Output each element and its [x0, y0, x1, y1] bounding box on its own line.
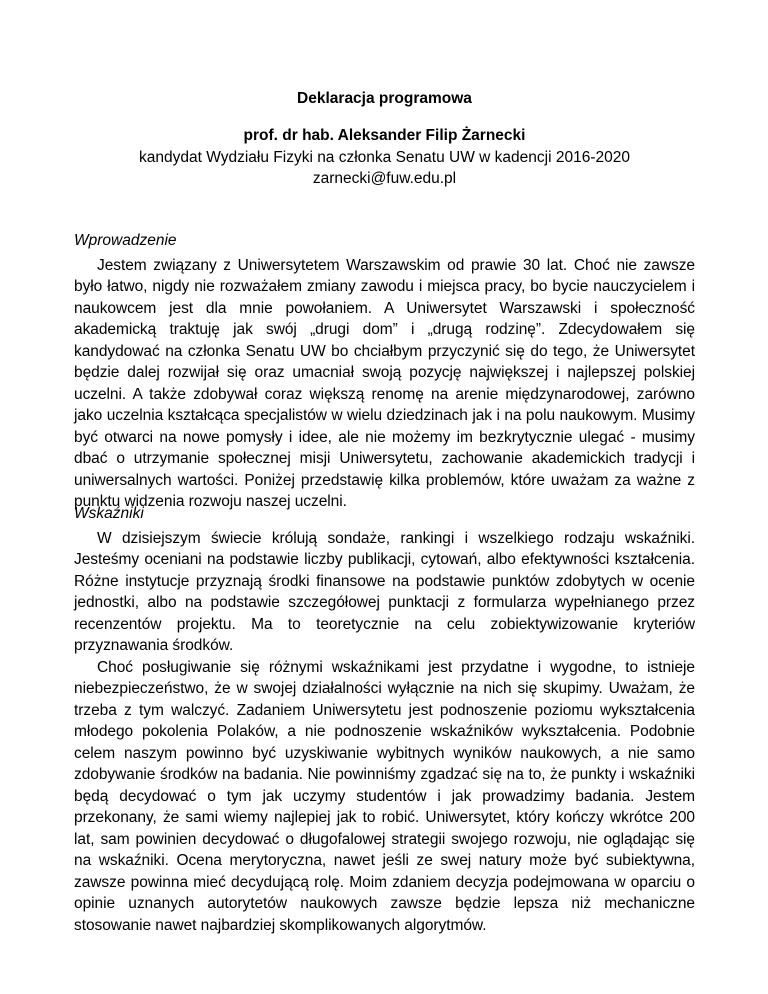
section-introduction: [74, 230, 695, 513]
document-title: Deklaracja programowa: [297, 90, 472, 107]
author-email: zarnecki@fuw.edu.pl: [312, 170, 457, 187]
section-heading: Wprowadzenie: [74, 232, 177, 249]
author-role: kandydat Wydziału Fizyki na członka Senatu UW w kadencji 2016-2020: [139, 148, 630, 166]
paragraph: Jestem związany z Uniwersytetem Warszawskim od prawie 30 lat. Choć nie zawsze było łatwo, nigdy nie rozważałem zmiany zawodu i miejsca pracy, bo bycie nauczycielem i naukowcem jest dla mnie powołaniem. A Uniwersytet Warszawski i społeczność akademicką traktuję jak swój „drugi dom” i „drugą rodzinę”. Zdecydowałem się kandydować na członka Senatu UW bo chciałbym przyczynić się do tego, że Uniwersytet będzie dalej rozwijał się oraz umacniał swoją pozycję największej i najlepszej polskiej uczelni. A także zdobywał coraz większą renomę na arenie międzynarodowej, zarówno jako uczelnia kształcąca specjalistów w wielu dziedzinach jak i na polu naukowym. Musimy być otwarci na nowe pomysły i idee, ale nie możemy im bezkrytycznie ulegać - musimy dbać o utrzymanie społecznej misji Uniwersytetu, zachowanie akademickich tradycji i uniwersalnych wartości. Poniżej przedstawię kilka problemów, które uważam za ważne z punktu widzenia rozwoju naszej uczelni.: [74, 256, 695, 510]
section-heading: Wskaźniki: [74, 505, 144, 522]
author-block: [74, 125, 695, 190]
author-name: prof. dr hab. Aleksander Filip Żarnecki: [243, 127, 526, 144]
section-indicators: [74, 503, 695, 936]
paragraph: W dzisiejszym świecie królują sondaże, rankingi i wszelkiego rodzaju wskaźniki. Jesteśmy oceniani na podstawie liczby publikacji, cytowań, albo efektywności kształcenia. Różne instytucje przyznają środki finansowe na podstawie punktów zdobytych w ocenie jednostki, albo na podstawie szczegółowej punktacji z formularza wypełnianego przez recenzentów projektu. Ma to teoretycznie na celu zobiektywizowanie kryteriów przyznawania środków.: [74, 529, 695, 654]
paragraph: Choć posługiwanie się różnymi wskaźnikami jest przydatne i wygodne, to istnieje niebezpieczeństwo, że w swojej działalności wyłącznie na nich się skupimy. Uważam, że trzeba z tym walczyć. Zadaniem Uniwersytetu jest podnoszenie poziomu wykształcenia młodego pokolenia Polaków, a nie podnoszenie wskaźników wykształcenia. Podobnie celem naszym powinno być uzyskiwanie wybitnych wyników naukowych, a nie samo zdobywanie środków na badania. Nie powinniśmy zgadzać się na to, że punkty i wskaźniki będą decydować o tym jak uczymy studentów i jak prowadzimy badania. Jestem przekonany, że sami wiemy najlepiej jak to robić. Uniwersytet, który kończy wkrótce 200 lat, sam powinien decydować o długofalowej strategii swojego rozwoju, nie oglądając się na wskaźniki. Ocena merytoryczna, nawet jeśli ze swej natury może być subiektywna, zawsze powinna mieć decydującą rolę. Moim zdaniem decyzja podejmowana w oparciu o opinie uznanych autorytetów naukowych zawsze będzie lepsza niż mechaniczne stosowanie nawet najbardziej skomplikowanych algorytmów.: [74, 658, 695, 934]
